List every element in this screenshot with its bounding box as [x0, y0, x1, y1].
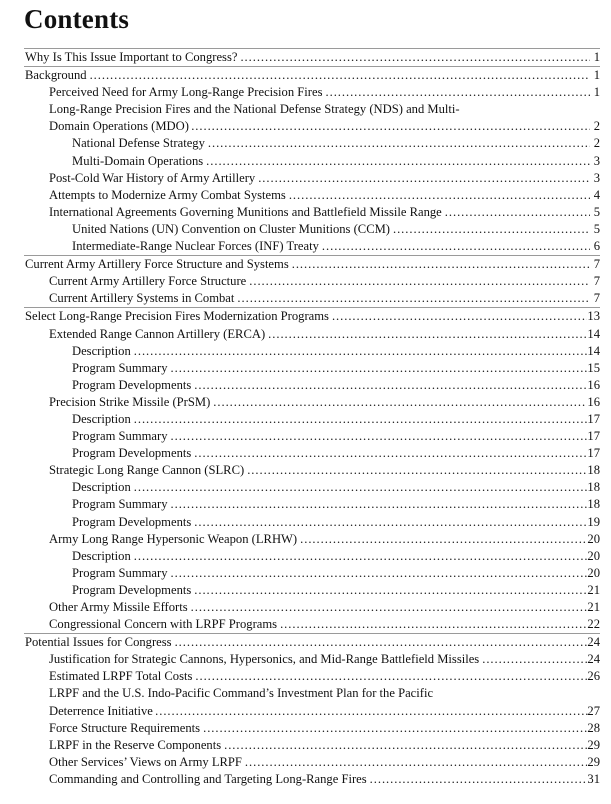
- dot-leader: [192, 445, 587, 462]
- toc-entry-page-number: 3: [593, 170, 600, 185]
- toc-entry-page-number: 1: [593, 85, 600, 100]
- dot-leader: [298, 531, 587, 548]
- toc-entry-page-number: 21: [587, 582, 600, 597]
- toc-entry[interactable]: [0, 49, 600, 66]
- toc-entry-title: Post-Cold War History of Army Artillery: [49, 170, 256, 185]
- toc-entry[interactable]: [0, 754, 600, 771]
- toc-entry-page-number: 18: [587, 497, 600, 512]
- dot-leader: [169, 496, 588, 513]
- toc-entry-title: Commanding and Controlling and Targeting Long-Range Fires: [49, 771, 367, 786]
- toc-entry[interactable]: [0, 428, 600, 445]
- toc-entry[interactable]: [0, 153, 600, 170]
- dot-leader: [287, 187, 590, 204]
- toc-entry-page-number: 1: [593, 68, 600, 83]
- toc-entry[interactable]: [0, 170, 600, 187]
- dot-leader: [443, 204, 590, 221]
- toc-entry[interactable]: [0, 273, 600, 290]
- toc-entry[interactable]: [0, 479, 600, 496]
- dot-leader: [256, 170, 590, 187]
- toc-entry-page-number: 22: [587, 617, 600, 632]
- toc-entry-title: International Agreements Governing Munitions and Battlefield Missile Range: [49, 204, 442, 219]
- toc-entry[interactable]: [0, 67, 600, 84]
- toc-entry-title: Current Artillery Systems in Combat: [49, 291, 235, 306]
- toc-entry-page-number: 20: [587, 565, 600, 580]
- toc-entry-title: Strategic Long Range Cannon (SLRC): [49, 463, 245, 478]
- dot-leader: [320, 238, 590, 255]
- toc-entry-title: Attempts to Modernize Army Combat Systems: [49, 187, 286, 202]
- dot-leader: [173, 634, 588, 651]
- toc-entry[interactable]: [0, 462, 600, 479]
- toc-entry[interactable]: [0, 204, 600, 221]
- toc-entry-page-number: 29: [587, 754, 600, 769]
- toc-entry-title: Perceived Need for Army Long-Range Precision Fires: [49, 85, 323, 100]
- toc-entry-page-number: 14: [587, 343, 600, 358]
- toc-entry[interactable]: [0, 737, 600, 754]
- toc-entry-title: Description: [72, 548, 131, 563]
- table-of-contents: [0, 48, 611, 788]
- dot-leader: [206, 135, 590, 152]
- dot-leader: [330, 308, 587, 325]
- toc-entry-title: Army Long Range Hypersonic Weapon (LRHW): [49, 531, 298, 546]
- dot-leader: [266, 326, 587, 343]
- toc-entry-title: Program Developments: [72, 514, 192, 529]
- toc-entry-page-number: 16: [587, 377, 600, 392]
- toc-entry-title: Multi-Domain Operations: [72, 153, 204, 168]
- toc-entry-page-number: 31: [587, 771, 600, 786]
- toc-entry-title: Program Developments: [72, 582, 192, 597]
- toc-entry[interactable]: [0, 582, 600, 599]
- toc-entry-page-number: 17: [587, 429, 600, 444]
- toc-entry-page-number: 20: [587, 548, 600, 563]
- toc-entry-page-number: 5: [593, 221, 600, 236]
- toc-entry-page-number: 16: [587, 394, 600, 409]
- dot-leader: [192, 377, 587, 394]
- toc-entry-page-number: 17: [587, 411, 600, 426]
- toc-entry-title: Description: [72, 411, 131, 426]
- toc-entry[interactable]: [0, 411, 600, 428]
- dot-leader: [247, 273, 590, 290]
- toc-entry-title: Justification for Strategic Cannons, Hypersonics, and Mid-Range Battlefield Missiles: [49, 652, 480, 667]
- toc-entry-page-number: 3: [593, 153, 600, 168]
- toc-entry-title-line1: LRPF and the U.S. Indo-Pacific Command’s Investment Plan for the Pacific: [49, 686, 434, 701]
- toc-entry-title: Program Summary: [72, 497, 168, 512]
- dot-leader: [235, 290, 590, 307]
- dot-leader: [190, 118, 590, 135]
- toc-entry-title: Current Army Artillery Force Structure: [49, 274, 247, 289]
- toc-entry-title: Program Developments: [72, 377, 192, 392]
- toc-entry[interactable]: [0, 496, 600, 513]
- dot-leader: [238, 49, 590, 66]
- toc-entry-page-number: 2: [593, 136, 600, 151]
- toc-entry[interactable]: [0, 616, 600, 633]
- toc-entry[interactable]: [0, 565, 600, 582]
- toc-entry-page-number: 21: [587, 600, 600, 614]
- toc-entry-page-number: 24: [587, 652, 600, 667]
- toc-entry[interactable]: [0, 360, 600, 377]
- toc-entry[interactable]: [0, 101, 600, 135]
- dot-leader: [193, 668, 587, 685]
- toc-entry-title: Other Army Missile Efforts: [49, 600, 188, 614]
- toc-entry-title: LRPF in the Reserve Components: [49, 737, 222, 752]
- toc-entry[interactable]: [0, 720, 600, 737]
- toc-entry-title-line1: Long-Range Precision Fires and the National Defense Strategy (NDS) and Multi-: [49, 102, 460, 117]
- toc-entry[interactable]: [0, 326, 600, 343]
- dot-leader: [132, 548, 588, 565]
- toc-entry-title: Description: [72, 480, 131, 495]
- toc-entry-page-number: 2: [593, 119, 600, 134]
- dot-leader: [211, 394, 587, 411]
- toc-entry[interactable]: [0, 84, 600, 101]
- dot-leader: [169, 565, 588, 582]
- toc-entry-title: Program Summary: [72, 429, 168, 444]
- page-title: Contents: [24, 4, 130, 34]
- toc-entry[interactable]: [0, 514, 600, 531]
- toc-entry[interactable]: [0, 771, 600, 788]
- dot-leader: [278, 616, 587, 633]
- toc-entry-title: Congressional Concern with LRPF Programs: [49, 617, 278, 632]
- toc-entry-title: Program Developments: [72, 446, 192, 461]
- toc-entry-page-number: 18: [587, 463, 600, 478]
- dot-leader: [132, 343, 588, 360]
- toc-entry-title: Other Services’ Views on Army LRPF: [49, 754, 242, 769]
- toc-entry-page-number: 7: [593, 274, 600, 289]
- toc-entry-page-number: 29: [587, 737, 600, 752]
- toc-entry-title: Force Structure Requirements: [49, 720, 201, 735]
- toc-entry-title: Deterrence Initiative: [49, 703, 153, 718]
- toc-entry[interactable]: [0, 668, 600, 685]
- dot-leader: [245, 462, 587, 479]
- toc-entry-title: Domain Operations (MDO): [49, 119, 189, 134]
- dot-leader: [324, 84, 591, 101]
- toc-entry-title: Program Summary: [72, 360, 168, 375]
- toc-entry-page-number: 13: [587, 309, 600, 324]
- dot-leader: [368, 771, 588, 788]
- dot-leader: [480, 651, 587, 668]
- toc-entry[interactable]: [0, 221, 600, 238]
- toc-entry[interactable]: [0, 187, 600, 204]
- toc-entry-title: Potential Issues for Congress: [25, 635, 172, 650]
- toc-entry-page-number: 27: [587, 703, 600, 718]
- toc-entry-title: Estimated LRPF Total Costs: [49, 669, 193, 684]
- toc-entry-title: Intermediate-Range Nuclear Forces (INF) Treaty: [72, 239, 319, 254]
- toc-entry-page-number: 7: [593, 257, 600, 272]
- toc-entry-title: Description: [72, 343, 131, 358]
- dot-leader: [169, 428, 588, 445]
- dot-leader: [243, 754, 587, 771]
- toc-entry[interactable]: [0, 308, 600, 325]
- toc-entry-title: Background: [25, 68, 87, 83]
- dot-leader: [391, 221, 590, 238]
- dot-leader: [169, 360, 588, 377]
- toc-entry-title: Extended Range Cannon Artillery (ERCA): [49, 326, 266, 341]
- toc-entry-page-number: 14: [587, 326, 600, 341]
- dot-leader: [189, 599, 588, 616]
- dot-leader: [222, 737, 587, 754]
- dot-leader: [192, 582, 587, 599]
- toc-entry[interactable]: [0, 135, 600, 152]
- toc-entry-title: Program Summary: [72, 565, 168, 580]
- toc-entry[interactable]: [0, 290, 600, 307]
- toc-entry-page-number: 4: [593, 187, 600, 202]
- toc-entry[interactable]: [0, 548, 600, 565]
- toc-entry-title: Precision Strike Missile (PrSM): [49, 394, 211, 409]
- dot-leader: [201, 720, 587, 737]
- toc-entry-page-number: 28: [587, 720, 600, 735]
- dot-leader: [154, 703, 590, 720]
- dot-leader: [88, 67, 590, 84]
- dot-leader: [132, 479, 588, 496]
- toc-entry-page-number: 5: [593, 204, 600, 219]
- toc-entry-title: National Defense Strategy: [72, 136, 205, 151]
- toc-entry[interactable]: [0, 651, 600, 668]
- toc-entry[interactable]: [0, 238, 600, 255]
- toc-entry-title: Current Army Artillery Force Structure and Systems: [25, 257, 289, 272]
- toc-entry-title: Select Long-Range Precision Fires Modernization Programs: [25, 309, 329, 324]
- toc-entry[interactable]: [0, 256, 600, 273]
- toc-entry-page-number: 20: [587, 531, 600, 546]
- dot-leader: [132, 411, 588, 428]
- toc-entry-title: Why Is This Issue Important to Congress?: [25, 50, 238, 64]
- toc-entry-page-number: 6: [593, 239, 600, 254]
- toc-entry[interactable]: [0, 599, 600, 616]
- toc-entry-page-number: 26: [587, 669, 600, 684]
- toc-entry[interactable]: [0, 445, 600, 462]
- dot-leader: [192, 514, 587, 531]
- toc-entry-page-number: 7: [593, 291, 600, 306]
- toc-entry-page-number: 15: [587, 360, 600, 375]
- toc-entry-page-number: 17: [587, 446, 600, 461]
- toc-entry-page-number: 24: [587, 635, 600, 650]
- toc-entry[interactable]: [0, 531, 600, 548]
- dot-leader: [204, 153, 590, 170]
- toc-entry[interactable]: [0, 377, 600, 394]
- toc-entry-page-number: 19: [587, 514, 600, 529]
- toc-entry-page-number: 18: [587, 480, 600, 495]
- toc-entry[interactable]: [0, 634, 600, 651]
- toc-entry[interactable]: [0, 394, 600, 411]
- toc-entry[interactable]: [0, 685, 600, 719]
- toc-entry-page-number: 1: [593, 50, 600, 64]
- toc-entry[interactable]: [0, 343, 600, 360]
- toc-entry-title: United Nations (UN) Convention on Cluster Munitions (CCM): [72, 221, 390, 236]
- dot-leader: [290, 256, 590, 273]
